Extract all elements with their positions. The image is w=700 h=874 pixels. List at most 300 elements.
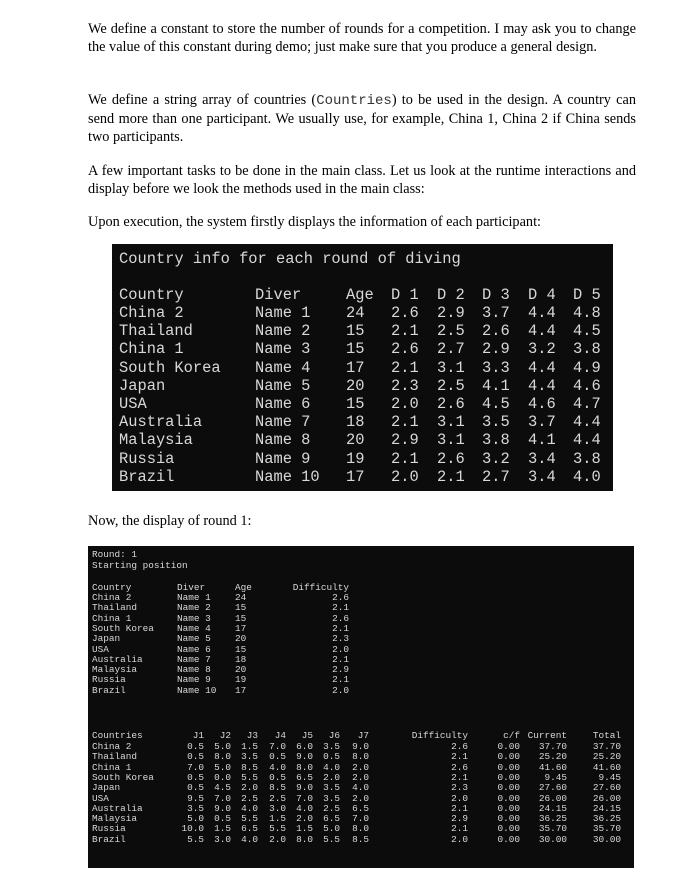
cell-j7: 8.0 <box>352 823 369 835</box>
cell-difficulty: 2.6 <box>332 612 349 624</box>
cell-country: Malaysia <box>92 664 138 676</box>
cell-j4: 2.5 <box>269 792 286 804</box>
cell-d2: 2.5 <box>437 376 465 395</box>
cell-j1: 0.5 <box>187 771 204 783</box>
cell-diver: Name 8 <box>255 431 311 450</box>
console-participant-info <box>112 244 613 491</box>
cell-j7: 7.0 <box>352 813 369 825</box>
cell-diver: Diver <box>177 582 206 593</box>
start-header-row <box>88 583 634 593</box>
cell-j2: 9.0 <box>214 802 231 814</box>
cell-j6: 3.5 <box>323 792 340 804</box>
cell-j7: 2.0 <box>352 792 369 804</box>
paragraph-countries-array <box>88 91 636 146</box>
cell-d3: 3.8 <box>482 431 510 450</box>
cell-country: Japan <box>119 376 166 395</box>
cell-j3: 5.5 <box>241 813 258 825</box>
cell-age: 20 <box>235 664 247 676</box>
cell-cf: 0.00 <box>497 761 520 773</box>
cell-age: 24 <box>235 592 247 603</box>
cell-difficulty: 2.6 <box>451 761 468 773</box>
cell-d2: 2.9 <box>437 304 465 322</box>
cell-country: Brazil <box>92 833 126 845</box>
cell-j1: 7.0 <box>187 761 204 773</box>
cell-cf: 0.00 <box>497 802 520 814</box>
cell-j2: 0.0 <box>214 771 231 783</box>
cell-d4: 3.4 <box>528 449 556 468</box>
paragraph-main-class: A few important tasks to be done in the main class. Let us look at the runtime interactions and display before we look the methods used in the main class: <box>88 163 636 197</box>
participant-row <box>112 431 613 449</box>
cell-j3: 3.5 <box>241 751 258 763</box>
console-header-row <box>112 286 613 304</box>
cell-d3: 2.9 <box>482 340 510 359</box>
cell-diver: Name 9 <box>177 674 211 686</box>
cell-j3: 2.5 <box>241 792 258 804</box>
cell-d2: 3.1 <box>437 358 465 377</box>
cell-d3: 2.7 <box>482 467 510 486</box>
cell-d1: 2.3 <box>391 376 419 395</box>
cell-d1: 2.0 <box>391 395 419 413</box>
cell-d4: 4.4 <box>528 358 556 377</box>
cell-d2: 2.7 <box>437 340 465 359</box>
cell-total: 9.45 <box>598 771 621 783</box>
cell-age: 17 <box>235 684 247 696</box>
cell-j5: 1.5 <box>296 823 313 835</box>
start-row <box>88 686 634 696</box>
paragraph-round-one: Now, the display of round 1: <box>88 513 252 529</box>
cell-j3: 4.0 <box>241 833 258 845</box>
cell-diver: Name 7 <box>255 413 311 432</box>
cell-country: Brazil <box>92 684 126 696</box>
cell-diver: Name 4 <box>177 622 211 634</box>
start-row <box>88 675 634 685</box>
cell-j4: 8.5 <box>269 782 286 794</box>
cell-j4: J4 <box>274 730 286 741</box>
participant-row <box>112 468 613 486</box>
cell-diver: Name 1 <box>255 304 311 322</box>
cell-d4: 4.4 <box>528 322 556 341</box>
cell-j5: 8.0 <box>296 761 313 773</box>
cell-age: 15 <box>235 643 247 655</box>
cell-current: 30.00 <box>538 833 567 845</box>
cell-d1: 2.0 <box>391 467 419 486</box>
cell-difficulty: 2.0 <box>332 643 349 655</box>
cell-cf: 0.00 <box>497 823 520 835</box>
cell-j2: 1.5 <box>214 823 231 835</box>
cell-j3: 1.5 <box>241 741 258 752</box>
cell-j4: 2.0 <box>269 833 286 845</box>
cell-d1: 2.1 <box>391 449 419 468</box>
cell-total: 24.15 <box>592 802 621 814</box>
cell-j7: 6.5 <box>352 802 369 814</box>
cell-diver: Name 6 <box>177 643 211 655</box>
cell-d3: D 3 <box>482 286 510 304</box>
cell-d3: 3.2 <box>482 449 510 468</box>
cell-j2: 5.0 <box>214 761 231 773</box>
cell-country: China 1 <box>92 612 132 624</box>
cell-j5: 9.0 <box>296 782 313 794</box>
cell-age: 15 <box>346 395 365 413</box>
cell-d5: 4.7 <box>573 395 601 413</box>
participant-row <box>112 377 613 395</box>
cell-total: 30.00 <box>592 833 621 845</box>
cell-age: 18 <box>235 653 247 665</box>
cell-country: Thailand <box>92 602 138 614</box>
cell-country: Russia <box>119 449 175 468</box>
cell-country: South Korea <box>119 358 221 377</box>
cell-j1: 10.0 <box>181 823 204 835</box>
participant-row <box>112 322 613 340</box>
cell-difficulty: 2.9 <box>451 813 468 825</box>
cell-cf: c/f <box>503 730 520 741</box>
cell-d4: 4.6 <box>528 395 556 413</box>
cell-current: Current <box>527 730 567 741</box>
cell-j3: 4.0 <box>241 802 258 814</box>
cell-d5: 4.6 <box>573 376 601 395</box>
console-title: Country info for each round of diving <box>119 250 461 268</box>
participant-row <box>112 359 613 377</box>
cell-j2: 7.0 <box>214 792 231 804</box>
cell-country: South Korea <box>92 622 154 634</box>
cell-d3: 3.7 <box>482 304 510 322</box>
cell-j6: 2.0 <box>323 771 340 783</box>
cell-j1: 9.5 <box>187 792 204 804</box>
cell-d4: 3.2 <box>528 340 556 359</box>
start-row <box>88 603 634 613</box>
cell-j1: 5.5 <box>187 833 204 845</box>
cell-d5: 4.9 <box>573 358 601 377</box>
participant-row <box>112 450 613 468</box>
cell-difficulty: 2.3 <box>451 782 468 794</box>
cell-diver: Name 4 <box>255 358 311 377</box>
cell-difficulty: 2.1 <box>332 622 349 634</box>
cell-cf: 0.00 <box>497 813 520 825</box>
cell-j6: 3.5 <box>323 782 340 794</box>
cell-diver: Diver <box>255 286 302 304</box>
cell-j5: J5 <box>301 730 313 741</box>
cell-age: 17 <box>346 358 365 377</box>
start-row <box>88 624 634 634</box>
cell-cf: 0.00 <box>497 771 520 783</box>
cell-j6: 5.0 <box>323 823 340 835</box>
cell-d5: 3.8 <box>573 340 601 359</box>
cell-j4: 1.5 <box>269 813 286 825</box>
cell-d3: 3.5 <box>482 413 510 432</box>
cell-current: 24.15 <box>538 802 567 814</box>
cell-country: USA <box>119 395 147 413</box>
cell-d1: D 1 <box>391 286 419 304</box>
start-row <box>88 655 634 665</box>
cell-country: Japan <box>92 633 121 645</box>
cell-difficulty: Difficulty <box>292 582 349 593</box>
cell-diver: Name 8 <box>177 664 211 676</box>
cell-country: Malaysia <box>119 431 193 450</box>
cell-difficulty: 2.1 <box>451 823 468 835</box>
cell-age: 20 <box>346 376 365 395</box>
cell-country: Australia <box>92 802 143 814</box>
cell-j5: 2.0 <box>296 813 313 825</box>
cell-d5: 4.4 <box>573 431 601 450</box>
cell-j6: 5.5 <box>323 833 340 845</box>
cell-current: 35.70 <box>538 823 567 835</box>
cell-difficulty: 2.1 <box>451 802 468 814</box>
cell-country: Thailand <box>119 322 193 341</box>
cell-d1: 2.1 <box>391 322 419 341</box>
cell-j3: 2.0 <box>241 782 258 794</box>
cell-d5: 4.0 <box>573 467 601 486</box>
cell-j6: 3.5 <box>323 741 340 752</box>
cell-j5: 9.0 <box>296 751 313 763</box>
cell-d4: 4.1 <box>528 431 556 450</box>
cell-age: Age <box>346 286 374 304</box>
cell-d2: 2.6 <box>437 449 465 468</box>
score-header-row <box>88 731 634 741</box>
cell-j6: 6.5 <box>323 813 340 825</box>
cell-j3: 8.5 <box>241 761 258 773</box>
cell-total: 36.25 <box>592 813 621 825</box>
cell-d3: 2.6 <box>482 322 510 341</box>
cell-j7: 2.0 <box>352 761 369 773</box>
cell-country: South Korea <box>92 771 154 783</box>
cell-total: 37.70 <box>592 741 621 752</box>
cell-difficulty: 2.6 <box>451 741 468 752</box>
start-row <box>88 593 634 603</box>
cell-diver: Name 6 <box>255 395 311 413</box>
cell-j6: J6 <box>328 730 340 741</box>
cell-j1: J1 <box>192 730 204 741</box>
cell-country: China 1 <box>119 340 184 359</box>
cell-country: Malaysia <box>92 813 138 825</box>
participant-row <box>112 395 613 413</box>
cell-total: Total <box>592 730 621 741</box>
cell-country: Russia <box>92 674 126 686</box>
cell-age: 18 <box>346 413 365 432</box>
cell-total: 35.70 <box>592 823 621 835</box>
cell-age: Age <box>235 582 252 593</box>
cell-diver: Name 5 <box>255 376 311 395</box>
cell-d2: 3.1 <box>437 431 465 450</box>
start-row <box>88 634 634 644</box>
paragraph-rounds-constant: We define a constant to store the number of rounds for a competition. I may ask you to change the value of this constant during demo; just make sure that you produce a general design. <box>88 21 636 55</box>
cell-country: China 2 <box>119 304 184 322</box>
cell-d1: 2.9 <box>391 431 419 450</box>
cell-j4: 4.0 <box>269 761 286 773</box>
cell-j7: J7 <box>357 730 369 741</box>
score-row <box>88 824 634 834</box>
cell-difficulty: 2.0 <box>451 833 468 845</box>
cell-total: 27.60 <box>592 782 621 794</box>
cell-current: 37.70 <box>538 741 567 752</box>
cell-d2: D 2 <box>437 286 465 304</box>
cell-j5: 4.0 <box>296 802 313 814</box>
cell-age: 15 <box>235 602 247 614</box>
cell-cf: 0.00 <box>497 751 520 763</box>
cell-country: China 2 <box>92 592 132 603</box>
paragraph-execution: Upon execution, the system firstly displays the information of each participant: <box>88 214 542 230</box>
cell-total: 26.00 <box>592 792 621 804</box>
cell-d5: 4.4 <box>573 413 601 432</box>
participant-row <box>112 340 613 358</box>
cell-j3: J3 <box>246 730 258 741</box>
cell-current: 9.45 <box>544 771 567 783</box>
cell-d5: 4.5 <box>573 322 601 341</box>
cell-d2: 2.1 <box>437 467 465 486</box>
score-row <box>88 794 634 804</box>
cell-diver: Name 10 <box>177 684 217 696</box>
cell-j2: 3.0 <box>214 833 231 845</box>
cell-cf: 0.00 <box>497 792 520 804</box>
start-row <box>88 614 634 624</box>
cell-current: 27.60 <box>538 782 567 794</box>
cell-d4: 3.4 <box>528 467 556 486</box>
participant-row <box>112 413 613 431</box>
cell-diver: Name 3 <box>177 612 211 624</box>
cell-difficulty: Difficulty <box>411 730 468 741</box>
cell-age: 19 <box>235 674 247 686</box>
code-countries: Countries <box>316 93 392 109</box>
cell-j4: 0.5 <box>269 751 286 763</box>
cell-d1: 2.6 <box>391 304 419 322</box>
cell-j1: 0.5 <box>187 751 204 763</box>
cell-j6: 2.5 <box>323 802 340 814</box>
cell-d3: 4.5 <box>482 395 510 413</box>
cell-diver: Name 2 <box>255 322 311 341</box>
cell-age: 20 <box>235 633 247 645</box>
cell-total: 25.20 <box>592 751 621 763</box>
cell-j5: 6.5 <box>296 771 313 783</box>
cell-country: Australia <box>119 413 203 432</box>
cell-cf: 0.00 <box>497 782 520 794</box>
cell-country: China 2 <box>92 741 132 752</box>
cell-d4: D 4 <box>528 286 556 304</box>
cell-j2: 0.5 <box>214 813 231 825</box>
cell-country: Country <box>119 286 184 304</box>
cell-difficulty: 2.0 <box>451 792 468 804</box>
cell-j4: 0.5 <box>269 771 286 783</box>
score-row <box>88 783 634 793</box>
paragraph-text: ) to be used in the design. A country can send more than one participant. We usually use, for example, China 1, China 2 if China sends two participants. <box>88 92 636 145</box>
cell-age: 17 <box>346 467 365 486</box>
cell-country: Countries <box>92 730 143 741</box>
cell-d5: 4.8 <box>573 304 601 322</box>
score-row <box>88 835 634 845</box>
cell-difficulty: 2.1 <box>332 653 349 665</box>
cell-j4: 5.5 <box>269 823 286 835</box>
cell-j2: 5.0 <box>214 741 231 752</box>
starting-position-label: Starting position <box>92 560 188 571</box>
cell-j4: 3.0 <box>269 802 286 814</box>
cell-d3: 3.3 <box>482 358 510 377</box>
cell-country: Australia <box>92 653 143 665</box>
cell-j7: 8.0 <box>352 751 369 763</box>
cell-country: USA <box>92 792 109 804</box>
cell-j6: 4.0 <box>323 761 340 773</box>
cell-difficulty: 2.9 <box>332 664 349 676</box>
cell-country: Thailand <box>92 751 138 763</box>
cell-country: China 1 <box>92 761 132 773</box>
cell-current: 41.60 <box>538 761 567 773</box>
cell-j4: 7.0 <box>269 741 286 752</box>
cell-d5: 3.8 <box>573 449 601 468</box>
cell-current: 36.25 <box>538 813 567 825</box>
cell-j3: 5.5 <box>241 771 258 783</box>
cell-j2: 8.0 <box>214 751 231 763</box>
cell-diver: Name 1 <box>177 592 211 603</box>
cell-j1: 3.5 <box>187 802 204 814</box>
cell-country: Brazil <box>119 467 175 486</box>
cell-country: Japan <box>92 782 121 794</box>
paragraph-text: We define a string array of countries ( <box>88 92 317 108</box>
cell-d1: 2.1 <box>391 413 419 432</box>
cell-age: 15 <box>346 340 365 359</box>
cell-age: 20 <box>346 431 365 450</box>
cell-d3: 4.1 <box>482 376 510 395</box>
console-round-display <box>88 546 634 868</box>
cell-difficulty: 2.1 <box>451 751 468 763</box>
cell-d4: 4.4 <box>528 304 556 322</box>
cell-j1: 5.0 <box>187 813 204 825</box>
cell-country: Country <box>92 582 132 593</box>
cell-current: 26.00 <box>538 792 567 804</box>
cell-d4: 3.7 <box>528 413 556 432</box>
cell-j1: 0.5 <box>187 782 204 794</box>
cell-j5: 6.0 <box>296 741 313 752</box>
participant-row <box>112 304 613 322</box>
cell-d5: D 5 <box>573 286 601 304</box>
cell-j6: 0.5 <box>323 751 340 763</box>
score-row <box>88 752 634 762</box>
cell-age: 19 <box>346 449 365 468</box>
cell-d4: 4.4 <box>528 376 556 395</box>
cell-difficulty: 2.0 <box>332 684 349 696</box>
cell-d2: 3.1 <box>437 413 465 432</box>
cell-j5: 8.0 <box>296 833 313 845</box>
cell-diver: Name 5 <box>177 633 211 645</box>
cell-total: 41.60 <box>592 761 621 773</box>
cell-current: 25.20 <box>538 751 567 763</box>
cell-j3: 6.5 <box>241 823 258 835</box>
cell-difficulty: 2.6 <box>332 592 349 603</box>
cell-diver: Name 3 <box>255 340 311 359</box>
cell-j2: 4.5 <box>214 782 231 794</box>
cell-d1: 2.6 <box>391 340 419 359</box>
cell-j7: 4.0 <box>352 782 369 794</box>
cell-d1: 2.1 <box>391 358 419 377</box>
cell-d2: 2.6 <box>437 395 465 413</box>
cell-age: 17 <box>235 622 247 634</box>
cell-age: 15 <box>346 322 365 341</box>
cell-diver: Name 10 <box>255 467 320 486</box>
cell-difficulty: 2.1 <box>332 602 349 614</box>
cell-j7: 2.0 <box>352 771 369 783</box>
cell-difficulty: 2.1 <box>332 674 349 686</box>
round-label: Round: 1 <box>92 549 138 560</box>
cell-cf: 0.00 <box>497 741 520 752</box>
cell-j7: 8.5 <box>352 833 369 845</box>
cell-j1: 0.5 <box>187 741 204 752</box>
start-row <box>88 665 634 675</box>
cell-d2: 2.5 <box>437 322 465 341</box>
cell-age: 15 <box>235 612 247 624</box>
cell-j5: 7.0 <box>296 792 313 804</box>
cell-diver: Name 7 <box>177 653 211 665</box>
cell-age: 24 <box>346 304 365 322</box>
start-row <box>88 645 634 655</box>
cell-diver: Name 9 <box>255 449 311 468</box>
cell-country: USA <box>92 643 109 655</box>
cell-j7: 9.0 <box>352 741 369 752</box>
cell-j2: J2 <box>219 730 231 741</box>
